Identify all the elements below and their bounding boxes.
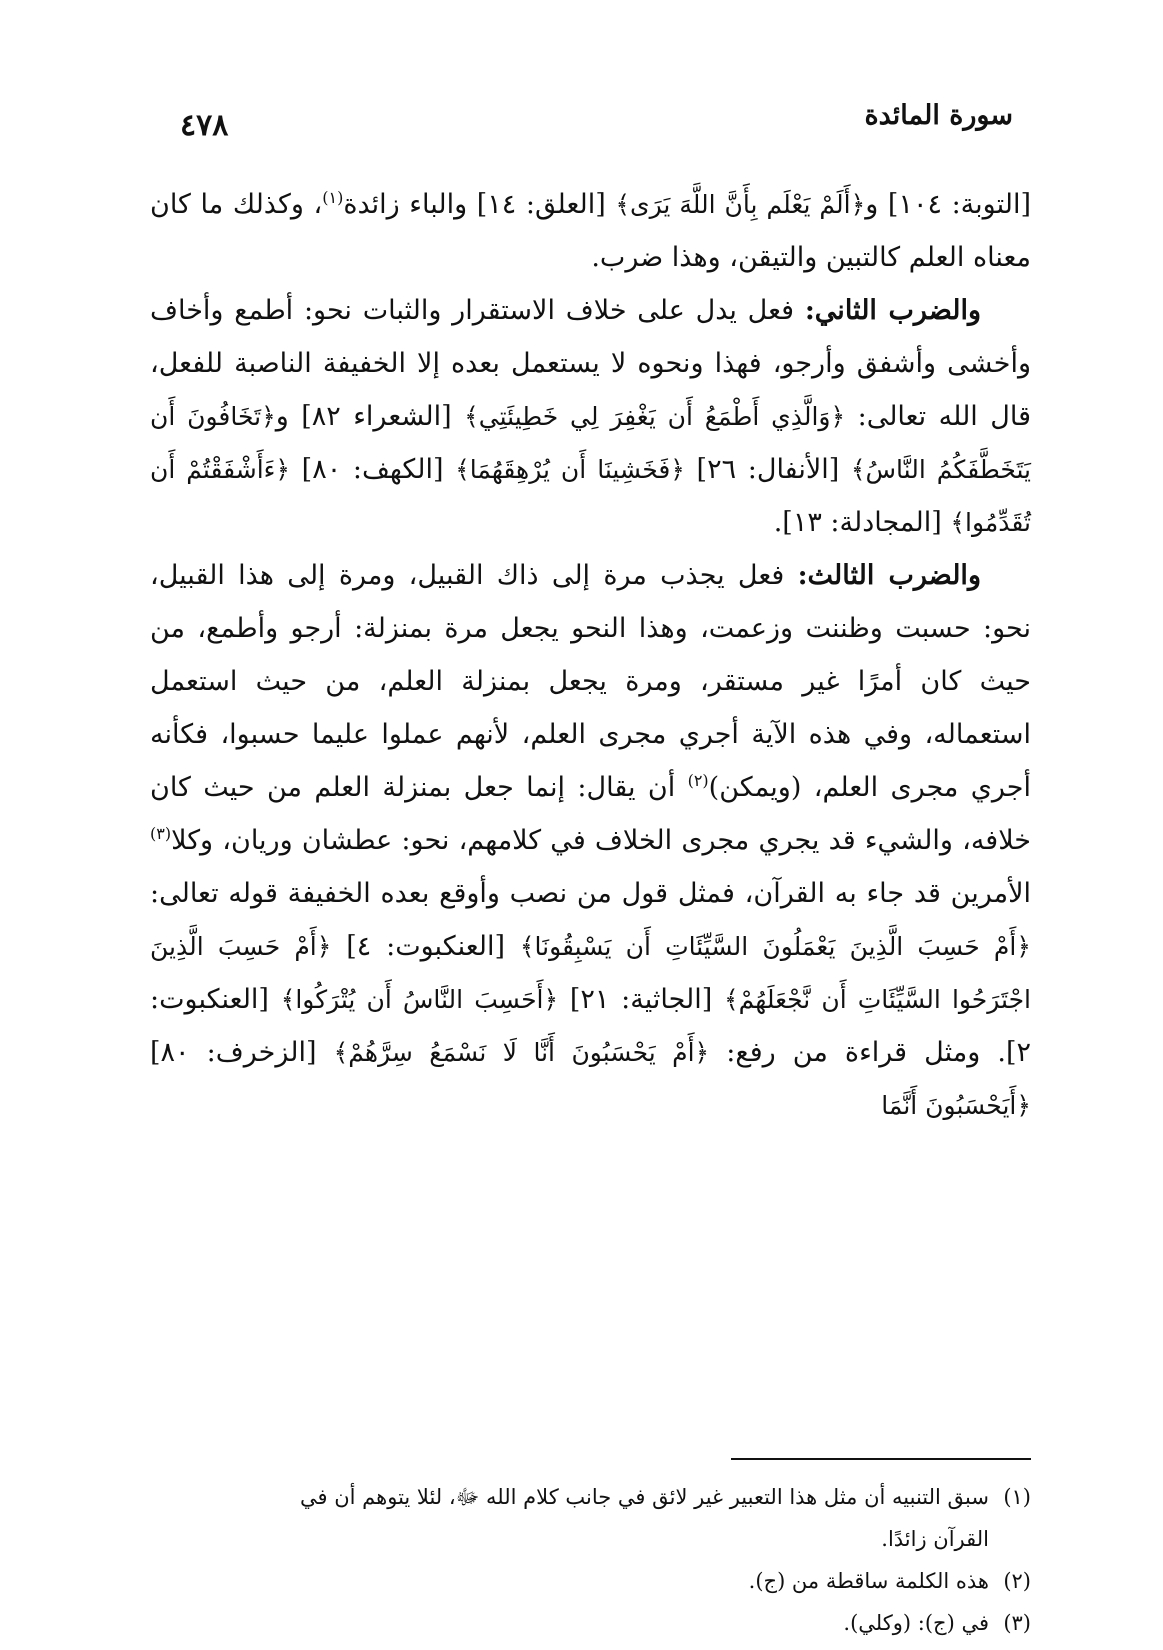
section-lead: والضرب الثالث: (797, 560, 981, 591)
text-run: [العنكبوت: ٢]. ومثل قراءة من رفع: (150, 984, 1031, 1068)
paragraph-1 (150, 178, 1031, 284)
footnote-text: سبق التنبيه أن مثل هذا التعبير غير لائق في جانب كلام الله ﷻ، لئلا يتوهم أن في (300, 1485, 989, 1509)
footnote-separator (731, 1458, 1031, 1460)
quran-verse: ﴿أَمْ حَسِبَ الَّذِينَ يَعْمَلُونَ السَّيِّئَاتِ أَن يَسْبِقُونَا﴾ (519, 932, 1031, 961)
section-lead: والضرب الثاني: (804, 295, 981, 326)
quran-verse: ﴿ءَأَشْفَقْتُمْ أَن تُقَدِّمُوا﴾ (150, 455, 1031, 537)
quran-verse: ﴿أَيَحْسَبُونَ أَنَّمَا (881, 1091, 1031, 1120)
text-run: [الشعراء ٨٢] و (275, 401, 465, 432)
footnote-number: (٢) (1003, 1569, 1031, 1593)
text-run: [العنكبوت: ٤] (331, 931, 520, 962)
footnote-3 (120, 1602, 1031, 1644)
quran-verse: ﴿وَالَّذِي أَطْمَعُ أَن يَغْفِرَ لِي خَطِيئَتِي﴾ (464, 402, 846, 431)
text-run: فعل يجذب مرة إلى ذاك القبيل، ومرة إلى هذا القبيل، نحو: حسبت وظننت وزعمت، وهذا النحو يجعل مرة بمنزلة: أرجو وأطمع، من حيث كان أمرًا غير مستقر، ومرة يجعل بمنزلة العلم، من حيث استعمل استعماله، وفي هذه الآية أجري مجرى العلم، لأنهم عملوا عليما حسبوا، فكأنه أجري مجرى العلم، (ويمكن) (150, 560, 1031, 803)
text-run: [العلق: ١٤] والباء زائدة (343, 189, 616, 220)
paragraph-3 (150, 549, 1031, 1132)
page-header (180, 100, 1013, 144)
quran-verse: ﴿تَخَافُونَ أَن يَتَخَطَّفَكُمُ النَّاسُ﴾ (150, 402, 1031, 484)
footnote-marker-3: (٣) (150, 824, 172, 843)
footnote-number: (٣) (1003, 1611, 1031, 1635)
quran-verse: ﴿أَمْ حَسِبَ الَّذِينَ اجْتَرَحُوا السَّيِّئَاتِ أَن نَّجْعَلَهُمْ﴾ (150, 932, 1031, 1014)
footnote-1-continuation (120, 1518, 1031, 1560)
footnote-text: هذه الكلمة ساقطة من (ج). (748, 1569, 989, 1593)
footnotes (120, 1476, 1031, 1644)
footnote-1 (120, 1476, 1031, 1518)
page-number: ٤٧٨ (180, 108, 229, 143)
footnote-marker-1: (١) (322, 188, 344, 207)
footnote-number: (١) (1003, 1485, 1031, 1509)
quran-verse: ﴿أَمْ يَحْسَبُونَ أَنَّا لَا نَسْمَعُ سِرَّهُمْ﴾ (333, 1038, 710, 1067)
text-run: [التوبة: ١٠٤] و (865, 189, 1032, 220)
text-run: [الجاثية: ٢١] (558, 984, 725, 1015)
quran-verse: ﴿فَخَشِينَا أَن يُرْهِقَهُمَا﴾ (455, 455, 685, 484)
running-title: سورة المائدة (864, 100, 1013, 131)
quran-verse: ﴿أَحَسِبَ النَّاسُ أَن يُتْرَكُوا﴾ (280, 985, 559, 1014)
text-run: أن يقال: إنما جعل بمنزلة العلم من حيث كان خلافه، والشيء قد يجري مجرى الخلاف في كلامهم، نحو: عطشان وريان، وكلا (150, 772, 1031, 856)
quran-verse: ﴿أَلَمْ يَعْلَم بِأَنَّ اللَّهَ يَرَى﴾ (615, 190, 866, 219)
footnote-text: في (ج): (وكلي). (843, 1611, 989, 1635)
footnote-2 (120, 1560, 1031, 1602)
footnote-text: القرآن زائدًا. (881, 1527, 989, 1551)
text-run: ، وكذلك ما كان معناه العلم كالتبين والتيقن، وهذا ضرب. (150, 189, 1031, 273)
text-run: [المجادلة: ١٣]. (773, 507, 951, 538)
text-run: [الزخرف: ٨٠] (150, 1037, 334, 1068)
main-text (150, 178, 1031, 1132)
footnote-marker-2: (٢) (687, 771, 709, 790)
text-run: [الأنفال: ٢٦] (684, 454, 851, 485)
text-run: الأمرين قد جاء به القرآن، فمثل قول من نصب وأوقع بعده الخفيفة قوله تعالى: (150, 878, 1031, 909)
text-run: فعل يدل على خلاف الاستقرار والثبات نحو: أطمع وأخاف وأخشى وأشفق وأرجو، فهذا ونحوه لا يستعمل بعده إلا الخفيفة الناصبة للفعل، قال الله تعالى: (150, 295, 1031, 432)
paragraph-2 (150, 284, 1031, 549)
text-run: [الكهف: ٨٠] (290, 454, 456, 485)
